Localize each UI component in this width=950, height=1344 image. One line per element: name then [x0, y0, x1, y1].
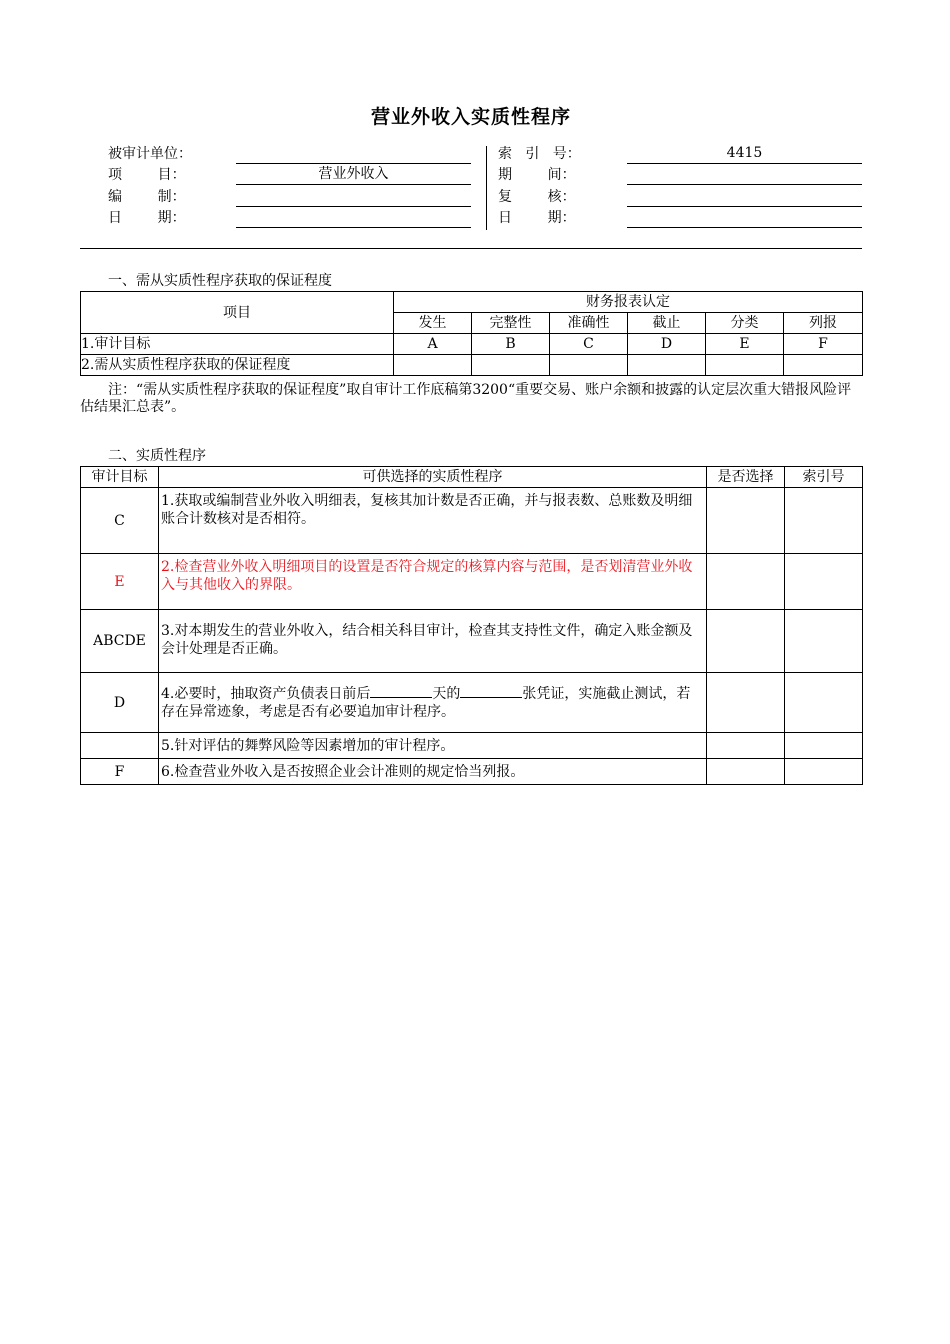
days-blank[interactable]: [370, 683, 432, 698]
header-label-item: 项 目：: [108, 167, 186, 183]
audit-objective-cell: C: [550, 334, 628, 355]
row-label: 2.需从实质性程序获取的保证程度: [81, 355, 394, 376]
procedure-text-part: 4.必要时，抽取资产负债表日前后: [161, 686, 371, 702]
table-row: [81, 334, 863, 355]
header-field-prepared-date[interactable]: [236, 208, 471, 228]
page-title: 营业外收入实质性程序: [370, 106, 571, 128]
section2-title: 二、实质性程序: [108, 448, 206, 464]
header-field-item[interactable]: 营业外收入: [236, 165, 471, 185]
assertion-col-presentation: 列报: [784, 313, 863, 334]
col-header-procedure: 可供选择的实质性程序: [159, 467, 707, 488]
selected-cell[interactable]: [707, 733, 785, 759]
header-field-prepared-by[interactable]: [236, 187, 471, 207]
procedure-text: 3.对本期发生的营业外收入，结合相关科目审计，检查其支持性文件，确定入账金额及会计处理是否正确。: [159, 610, 707, 673]
header-divider: [486, 146, 487, 230]
assurance-input-cell[interactable]: [784, 355, 863, 376]
col-header-audit-target: 审计目标: [81, 467, 159, 488]
audit-objective-cell: F: [784, 334, 863, 355]
selected-cell[interactable]: [707, 488, 785, 554]
audit-target: F: [81, 759, 159, 785]
selected-cell[interactable]: [707, 759, 785, 785]
assurance-input-cell[interactable]: [472, 355, 550, 376]
procedure-text: [159, 673, 707, 733]
section1-note: 注：“需从实质性程序获取的保证程度”取自审计工作底稿第3200“重要交易、账户余额和披露的认定层次重大错报风险评估结果汇总表”。: [80, 382, 852, 415]
index-cell[interactable]: [785, 673, 863, 733]
index-cell[interactable]: [785, 759, 863, 785]
table-row: [81, 554, 863, 610]
header-field-period[interactable]: [627, 165, 862, 185]
assurance-input-cell[interactable]: [706, 355, 784, 376]
col-header-selected: 是否选择: [707, 467, 785, 488]
table-row: [81, 610, 863, 673]
audit-objective-cell: A: [394, 334, 472, 355]
assertion-group-header: 财务报表认定: [394, 292, 863, 313]
header-label-period: 期 间：: [498, 167, 576, 183]
table-row: [81, 733, 863, 759]
procedure-text: 2.检查营业外收入明细项目的设置是否符合规定的核算内容与范围，是否划清营业外收入与其他收入的界限。: [159, 554, 707, 610]
procedure-text: 6.检查营业外收入是否按照企业会计准则的规定恰当列报。: [159, 759, 707, 785]
procedure-text: 1.获取或编制营业外收入明细表，复核其加计数是否正确，并与报表数、总账数及明细账合计数核对是否相符。: [159, 488, 707, 554]
selected-cell[interactable]: [707, 673, 785, 733]
procedure-text-part: 张凭证，实施截止测试，若存在异常迹象，考虑是否有必要追加审计程序。: [161, 686, 691, 720]
header-label-review-date: 日 期：: [498, 210, 576, 226]
assurance-input-cell[interactable]: [394, 355, 472, 376]
header-label-prepared-by: 编 制：: [108, 189, 186, 205]
index-cell[interactable]: [785, 610, 863, 673]
assertion-col-accuracy: 准确性: [550, 313, 628, 334]
header-label-index-no: 索 引 号：: [498, 146, 581, 162]
row-label: 1.审计目标: [81, 334, 394, 355]
index-cell[interactable]: [785, 554, 863, 610]
index-cell[interactable]: [785, 488, 863, 554]
vouchers-blank[interactable]: [460, 683, 522, 698]
selected-cell[interactable]: [707, 554, 785, 610]
audit-objective-cell: B: [472, 334, 550, 355]
procedure-text: 5.针对评估的舞弊风险等因素增加的审计程序。: [159, 733, 707, 759]
assurance-item-header: 项目: [81, 292, 394, 334]
audit-target: D: [81, 673, 159, 733]
assertion-col-completeness: 完整性: [472, 313, 550, 334]
header-label-reviewer: 复 核：: [498, 189, 576, 205]
assertion-col-classification: 分类: [706, 313, 784, 334]
header-label-audited-unit: 被审计单位：: [108, 146, 192, 162]
audit-target: E: [81, 554, 159, 610]
section1-title: 一、需从实质性程序获取的保证程度: [108, 273, 332, 289]
header-field-review-date[interactable]: [627, 208, 862, 228]
header-bottom-rule: [80, 248, 862, 249]
audit-target: [81, 733, 159, 759]
header-label-prepared-date: 日 期：: [108, 210, 186, 226]
assurance-input-cell[interactable]: [550, 355, 628, 376]
header-field-audited-unit[interactable]: [236, 144, 471, 164]
assertion-col-cutoff: 截止: [628, 313, 706, 334]
assurance-table: [80, 291, 863, 376]
audit-objective-cell: E: [706, 334, 784, 355]
audit-target: C: [81, 488, 159, 554]
assurance-input-cell[interactable]: [628, 355, 706, 376]
header-field-reviewer[interactable]: [627, 187, 862, 207]
assertion-col-occurrence: 发生: [394, 313, 472, 334]
selected-cell[interactable]: [707, 610, 785, 673]
col-header-index: 索引号: [785, 467, 863, 488]
table-row: [81, 355, 863, 376]
header-field-index-no[interactable]: 4415: [627, 144, 862, 164]
procedures-table: [80, 466, 863, 785]
table-row: [81, 673, 863, 733]
table-row: [81, 488, 863, 554]
index-cell[interactable]: [785, 733, 863, 759]
procedure-text-part: 天的: [432, 686, 461, 702]
table-row: [81, 759, 863, 785]
audit-target: ABCDE: [81, 610, 159, 673]
audit-objective-cell: D: [628, 334, 706, 355]
